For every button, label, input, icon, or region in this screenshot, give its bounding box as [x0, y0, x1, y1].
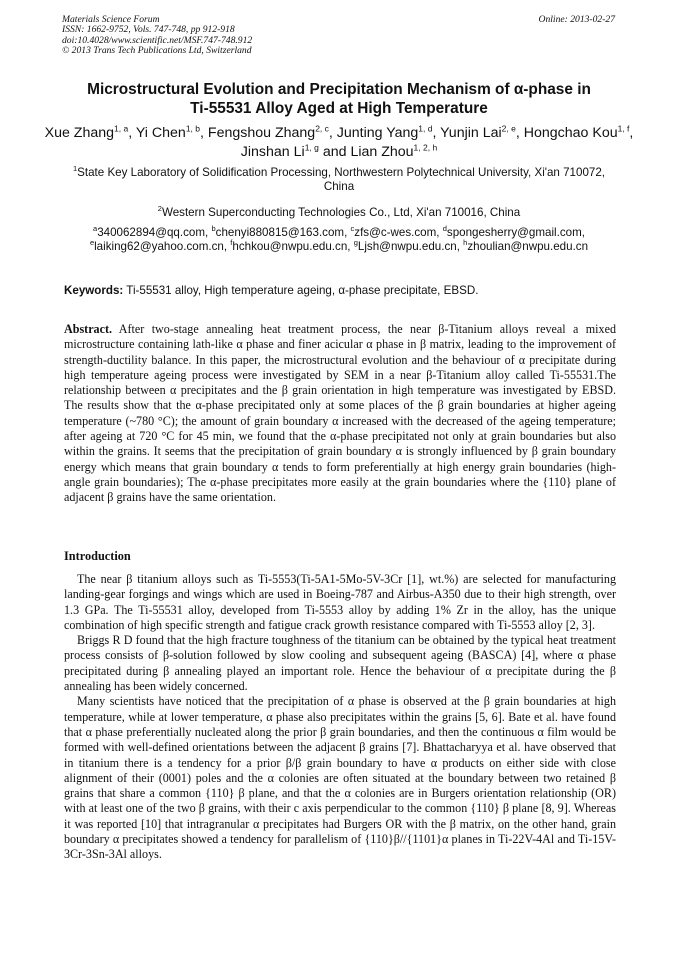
author-name: Fengshou Zhang [207, 125, 316, 141]
title-line-1: Microstructural Evolution and Precipitation Mechanism of α-phase in [87, 81, 591, 98]
keywords-text: Ti-55531 alloy, High temperature ageing, α-phase precipitate, EBSD. [123, 284, 479, 297]
abstract-text: After two-stage annealing heat treatment process, the near β-Titanium alloys reveal a mixed microstructure containing lath-like α phase and finer acicular α phase in β matrix, leading to the improvement of strength-ductility balance. In this paper, the microstructural evolution and the behaviour of α precipitate during high temperature ageing process were investigated by SEM in a near β-Titanium alloy called Ti-55531.The relationship between α precipitates and the β grain orientation in high temperature was investigated by EBSD. The results show that the α-phase precipitated only at some places of the β grain boundaries at higher ageing temperature (~780 °C); the amount of grain boundary α increased with the decreased of the ageing temperature; after ageing at 720 °C for 45 min, we found that the α-phase precipitated not only at grain boundaries but also within the grains. It seems that the precipitation of grain boundary α is strongly influenced by β grain boundary energy which means that grain boundary α tends to form preferentially at high energy grain boundaries (high-angle grain boundaries); The α-phase precipitates more easily at the grain boundaries where the {110} plane of adjacent β grains have the same orientation. [64, 322, 616, 505]
author-separator: , [432, 125, 441, 141]
email-address[interactable]: Ljsh@nwpu.edu.cn [357, 240, 457, 253]
email-address[interactable]: hchkou@nwpu.edu.cn [232, 240, 348, 253]
email-address[interactable]: chenyi880815@163.com [215, 226, 345, 239]
email-marker: h [463, 238, 468, 248]
author-separator: , [200, 125, 208, 141]
author-name: Yunjin Lai [440, 125, 502, 141]
email-address[interactable]: spongesherry@gmail.com [446, 226, 582, 239]
author-affiliation-marker: 1, 2, h [413, 142, 438, 153]
affiliation-1-text: State Key Laboratory of Solidification Processing, Northwestern Polytechnical University, Xi'an 710072, China [77, 166, 606, 193]
email-marker: b [211, 224, 216, 234]
affiliation-1 [60, 166, 618, 194]
author-affiliation-marker: 1, d [418, 123, 433, 134]
journal-name: Materials Science Forum [62, 14, 160, 25]
email-address[interactable]: 340062894@qq.com [97, 226, 206, 239]
email-marker: a [93, 224, 98, 234]
author-list [40, 124, 638, 162]
author-separator: , [328, 125, 337, 141]
email-address[interactable]: zfs@c-wes.com [354, 226, 437, 239]
author-affiliation-marker: 2, e [501, 123, 516, 134]
email-marker: f [230, 238, 233, 248]
author-conjunction: and [318, 144, 351, 160]
online-date: Online: 2013-02-27 [538, 14, 615, 25]
author-affiliation-marker: 1, b [185, 123, 201, 134]
email-list: $^a$340062894@qq.com, $^b$chenyi880815@163.com, $^c$zfs@c-wes.com, $^d$spongesherry@gmail.com, $^e$laiking62@yahoo.com.cn, $^f$hchkou@nwpu.edu.cn, $^g$Ljsh@nwpu.edu.cn, $^h$zhoulian@nwpu.edu.cn [89, 224, 589, 253]
email-marker: e [89, 238, 95, 248]
abstract [64, 322, 616, 506]
email-address[interactable]: laiking62@yahoo.com.cn [94, 240, 224, 253]
keywords-label: Keywords: [64, 284, 124, 297]
introduction-heading: Introduction [64, 549, 131, 563]
email-marker: g [353, 238, 358, 248]
author-separator: , [515, 125, 524, 141]
author-name: Junting Yang [336, 125, 419, 141]
author-affiliation-marker: 1, g [304, 142, 319, 153]
email-address[interactable]: zhoulian@nwpu.edu.cn [467, 240, 589, 253]
author-separator: , [128, 125, 136, 141]
affiliation-1-marker: 1 [72, 164, 78, 174]
email-marker: c [350, 224, 355, 234]
issn-line: ISSN: 1662-9752, Vols. 747-748, pp 912-918 [62, 24, 235, 36]
keywords [64, 284, 620, 298]
affiliation-2-marker: 2 [157, 204, 162, 214]
author-name: Lian Zhou [350, 144, 414, 160]
doi-line: doi:10.4028/www.scientific.net/MSF.747-748.912 [62, 34, 253, 46]
author-affiliation-marker: 2, c [315, 123, 329, 134]
author-name: Hongchao Kou [523, 125, 618, 141]
author-affiliation-marker: 1, f [617, 123, 630, 134]
copyright-line: © 2013 Trans Tech Publications Ltd, Switzerland [62, 45, 252, 57]
journal-header [62, 15, 252, 57]
email-marker: d [442, 224, 447, 234]
author-name: Yi Chen [135, 125, 186, 141]
intro-paragraph: Briggs R D found that the high fracture toughness of the titanium can be obtained by the typical heat treatment process consists of β-solution followed by slow cooling and subsequent ageing (BASCA) [4], where α phase precipitated during β annealing played an important role. Hence the behaviour of α precipitate during the β annealing has been widely concerned. [64, 633, 616, 694]
intro-paragraph: The near β titanium alloys such as Ti-5553(Ti-5A1-5Mo-5V-3Cr [1], wt.%) are selected for manufacturing landing-gear forgings and wings which are used in Boeing-787 and Airbus-A350 due to their high strength, over 1.3 GPa. The Ti-55531 alloy, developed from Ti-5553 alloy by adding 1% Zr in the alloy, has the unique combination of high specific strength and fatigue crack growth resistance compared with Ti-5553 alloy [2, 3]. [64, 572, 616, 632]
author-affiliation-marker: 1, a [114, 123, 129, 134]
affiliation-2-text: Western Superconducting Technologies Co., Ltd, Xi'an 710016, China [161, 206, 521, 219]
author-name: Jinshan Li [240, 144, 305, 160]
intro-paragraph: Many scientists have noticed that the precipitation of α phase is observed at the β grain boundaries at high temperature, while at lower temperature, α phase also precipitates within the grains [5, 6]. Bate et al. have found that α phase preferentially nucleated along the prior β grain boundaries, and then the continuous α film would be formed with well-defined orientations between the adjacent β grains [7]. Bhattacharyya et al. have observed that in titanium there is a tendency for a prior β/β grain boundary to have α products on either side with close alignment of their (0001) poles and the α colonies are often situated at the boundary between two retained β grains that share a common {110} β plane, and that the α colonies are in Burgers orientation relationship (OR) with at least one of the two β grains, with their c axis perpendicular to the common {110} β plane [8, 9]. Whereas it was reported [10] that intragranular α precipitates had Burgers OR with the β matrix, on the other hand, grain boundary α precipitates showed a tendency for parallelism of {110}β//{1101}α planes in Ti-22V-4Al and Ti-15V-3Cr-3Sn-3Al alloys. [64, 694, 616, 862]
title-line-2: Ti-55531 Alloy Aged at High Temperature [190, 100, 488, 117]
introduction-body [64, 572, 616, 863]
abstract-label: Abstract. [64, 322, 113, 336]
author-separator: , [629, 125, 634, 141]
author-name: Xue Zhang [44, 125, 115, 141]
paper-title [60, 80, 618, 118]
affiliation-2 [60, 206, 618, 220]
